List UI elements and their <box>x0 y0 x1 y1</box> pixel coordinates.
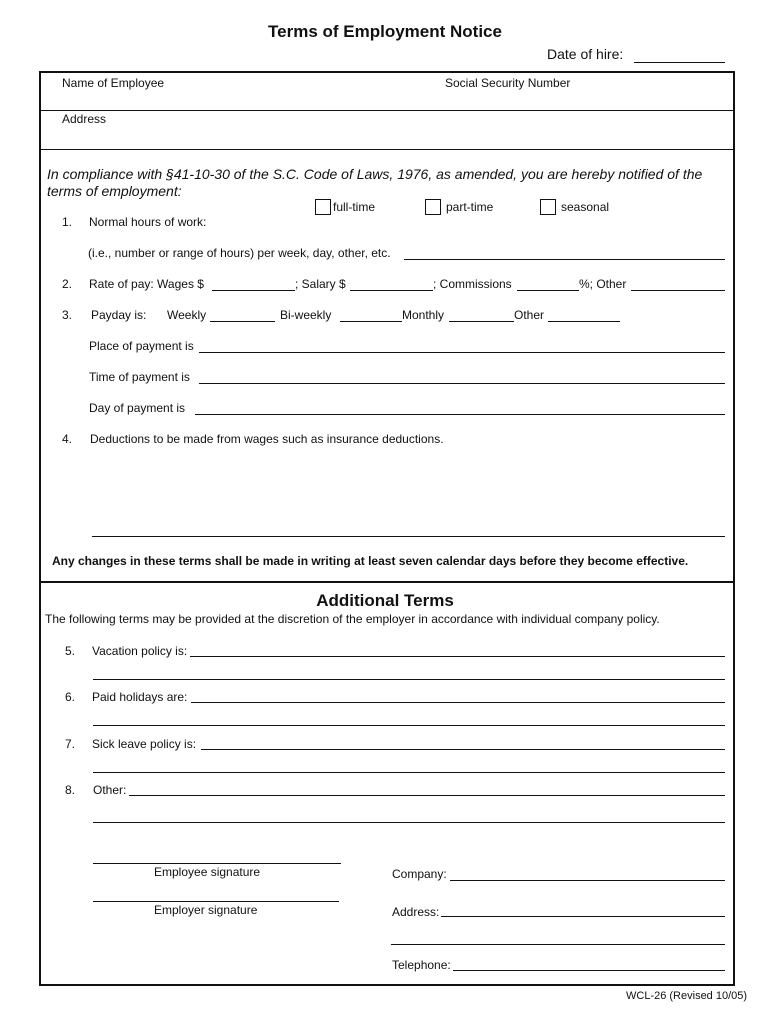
company-address-label: Address: <box>392 905 440 919</box>
salary-field[interactable] <box>350 290 433 291</box>
commissions-field[interactable] <box>517 290 579 291</box>
company-label: Company: <box>392 867 447 881</box>
telephone-label: Telephone: <box>392 958 451 972</box>
commissions-label: ; Commissions <box>433 277 512 291</box>
wages-label: Rate of pay: Wages $ <box>89 277 204 291</box>
wages-field[interactable] <box>212 290 295 291</box>
item3-number: 3. <box>62 308 73 322</box>
item6-number: 6. <box>65 690 76 704</box>
item7-number: 7. <box>65 737 76 751</box>
item4-number: 4. <box>62 432 73 446</box>
vacation-policy-label: Vacation policy is: <box>92 644 188 658</box>
employee-signature-label: Employee signature <box>154 865 261 879</box>
sick-leave-label: Sick leave policy is: <box>92 737 197 751</box>
employee-name-label: Name of Employee <box>62 76 165 90</box>
payday-weekly-label: Weekly <box>167 308 207 322</box>
divider-name-address <box>41 110 733 111</box>
other-pay-field[interactable] <box>631 290 725 291</box>
full-time-label: full-time <box>333 200 376 214</box>
compliance-text-line2: terms of employment: <box>47 183 182 199</box>
paid-holidays-label: Paid holidays are: <box>92 690 188 704</box>
seasonal-checkbox[interactable] <box>540 199 556 215</box>
part-time-label: part-time <box>446 200 494 214</box>
form-frame <box>39 71 735 986</box>
salary-label: ; Salary $ <box>295 277 346 291</box>
employee-signature-field[interactable] <box>93 863 341 864</box>
full-time-checkbox[interactable] <box>315 199 331 215</box>
deductions-field[interactable] <box>92 536 725 537</box>
time-of-payment-field[interactable] <box>199 383 725 384</box>
divider-address-terms <box>41 149 733 150</box>
form-id: WCL-26 (Revised 10/05) <box>626 990 748 1002</box>
employer-signature-label: Employer signature <box>154 903 258 917</box>
payday-biweekly-field[interactable] <box>340 321 402 322</box>
payday-biweekly-label: Bi-weekly <box>280 308 332 322</box>
sick-leave-field[interactable] <box>201 749 725 750</box>
payday-other-label: Other <box>514 308 545 322</box>
item1-number: 1. <box>62 215 73 229</box>
changes-notice: Any changes in these terms shall be made in writing at least seven calendar days before they become effective. <box>52 554 689 568</box>
other-terms-label: Other: <box>93 783 127 797</box>
company-address-field[interactable] <box>441 916 725 917</box>
sick-leave-field-line2[interactable] <box>93 772 725 773</box>
address-label: Address <box>62 112 107 126</box>
date-of-hire-field[interactable] <box>634 62 725 63</box>
other-pay-label: %; Other <box>579 277 627 291</box>
item2-number: 2. <box>62 277 73 291</box>
vacation-policy-field[interactable] <box>190 656 725 657</box>
other-terms-field[interactable] <box>129 795 725 796</box>
item5-number: 5. <box>65 644 76 658</box>
place-of-payment-label: Place of payment is <box>89 339 194 353</box>
company-field[interactable] <box>450 880 725 881</box>
day-of-payment-field[interactable] <box>195 414 725 415</box>
payday-monthly-field[interactable] <box>449 321 514 322</box>
divider-additional-terms <box>41 581 733 583</box>
payday-weekly-field[interactable] <box>210 321 275 322</box>
item8-number: 8. <box>65 783 76 797</box>
place-of-payment-field[interactable] <box>199 352 725 353</box>
day-of-payment-label: Day of payment is <box>89 401 186 415</box>
payday-label: Payday is: <box>91 308 147 322</box>
company-address-field-line2[interactable] <box>391 944 725 945</box>
payday-other-field[interactable] <box>548 321 620 322</box>
paid-holidays-field-line2[interactable] <box>93 725 725 726</box>
vacation-policy-field-line2[interactable] <box>93 679 725 680</box>
additional-terms-heading: Additional Terms <box>316 591 454 610</box>
normal-hours-label: Normal hours of work: <box>89 215 207 229</box>
paid-holidays-field[interactable] <box>191 702 725 703</box>
normal-hours-field[interactable] <box>404 259 725 260</box>
seasonal-label: seasonal <box>561 200 610 214</box>
ssn-label: Social Security Number <box>445 76 571 90</box>
additional-terms-intro: The following terms may be provided at the discretion of the employer in accordance with individual company policy. <box>45 612 660 626</box>
telephone-field[interactable] <box>453 970 725 971</box>
part-time-checkbox[interactable] <box>425 199 441 215</box>
compliance-text-line1: In compliance with §41-10-30 of the S.C. Code of Laws, 1976, as amended, you are hereby notified of the <box>47 166 703 182</box>
payday-monthly-label: Monthly <box>402 308 445 322</box>
hours-hint-label: (i.e., number or range of hours) per week, day, other, etc. <box>88 246 391 260</box>
date-of-hire-label: Date of hire: <box>547 46 624 62</box>
employer-signature-field[interactable] <box>93 901 339 902</box>
page-title: Terms of Employment Notice <box>268 22 502 41</box>
deductions-label: Deductions to be made from wages such as insurance deductions. <box>90 432 444 446</box>
other-terms-field-line2[interactable] <box>93 822 725 823</box>
time-of-payment-label: Time of payment is <box>89 370 190 384</box>
